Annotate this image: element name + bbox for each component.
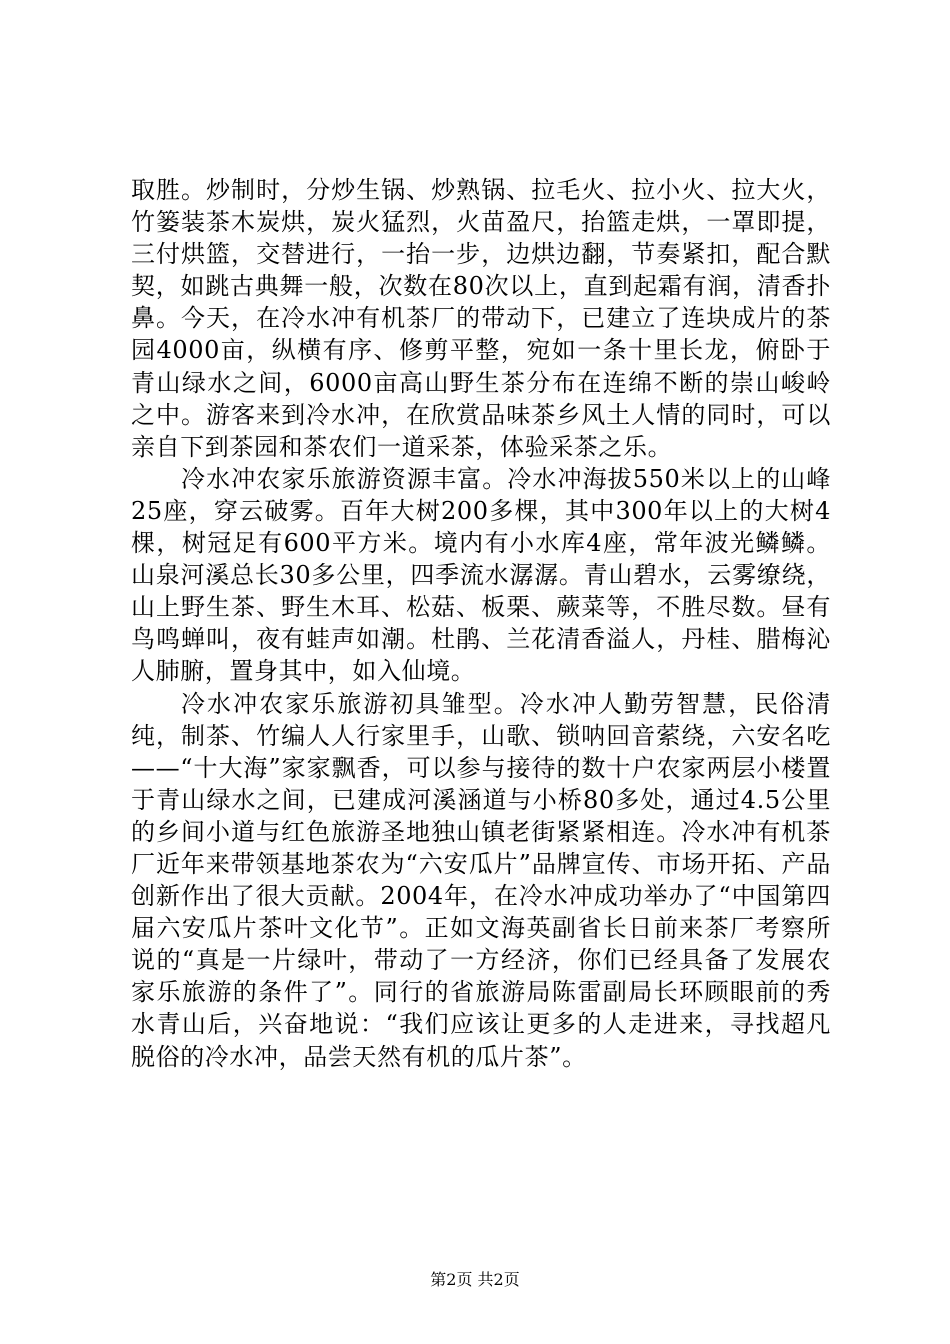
paragraph-tourism-prototype: 冷水冲农家乐旅游初具雏型。冷水冲人勤劳智慧，民俗清纯，制茶、竹编人人行家里手，山歌、锁呐回音萦绕，六安名吃——“十大海”家家飘香，可以参与接待的数十户农家两层小楼置于青山绿水之间，已建成河溪涵道与小桥80多处，通过4.5公里的乡间小道与红色旅游圣地独山镇老街紧紧相连。冷水冲有机茶厂近年来带领基地茶农为“六安瓜片”品牌宣传、市场开拓、产品创新作出了很大贡献。2004年，在冷水冲成功举办了“中国第四届六安瓜片茶叶文化节”。正如文海英副省长日前来茶厂考察所说的“真是一片绿叶，带动了一方经济，你们已经具备了发展农家乐旅游的条件了”。同行的省旅游局陈雷副局长环顾眼前的秀水青山后，兴奋地说：“我们应该让更多的人走进来，寻找超凡脱俗的冷水冲，品尝天然有机的瓜片茶”。 [131,689,831,1071]
page-footer: 第2页 共2页 [430,1270,520,1289]
body-text [131,174,831,1073]
paragraph-tourism-resources: 冷水冲农家乐旅游资源丰富。冷水冲海拔550米以上的山峰25座，穿云破雾。百年大树200多棵，其中300年以上的大树4棵，树冠足有600平方米。境内有小水库4座，常年波光鳞鳞。山泉河溪总长30多公里，四季流水潺潺。青山碧水，云雾缭绕，山上野生茶、野生木耳、松菇、板栗、蕨菜等，不胜尽数。昼有鸟鸣蝉叫，夜有蛙声如潮。杜鹃、兰花清香溢人，丹桂、腊梅沁人肺腑，置身其中，如入仙境。 [131,464,831,686]
paragraph-continuation: 取胜。炒制时，分炒生锅、炒熟锅、拉毛火、拉小火、拉大火，竹篓装茶木炭烘，炭火猛烈，火苗盈尺，抬篮走烘，一罩即提，三付烘篮，交替进行，一抬一步，边烘边翻，节奏紧扣，配合默契，如跳古典舞一般，次数在80次以上，直到起霜有润，清香扑鼻。今天，在冷水冲有机茶厂的带动下，已建立了连块成片的茶园4000亩，纵横有序、修剪平整，宛如一条十里长龙，俯卧于青山绿水之间，6000亩高山野生茶分布在连绵不断的崇山峻岭之中。游客来到冷水冲，在欣赏品味茶乡风土人情的同时，可以亲自下到茶园和茶农们一道采茶，体验采茶之乐。 [131,176,831,461]
